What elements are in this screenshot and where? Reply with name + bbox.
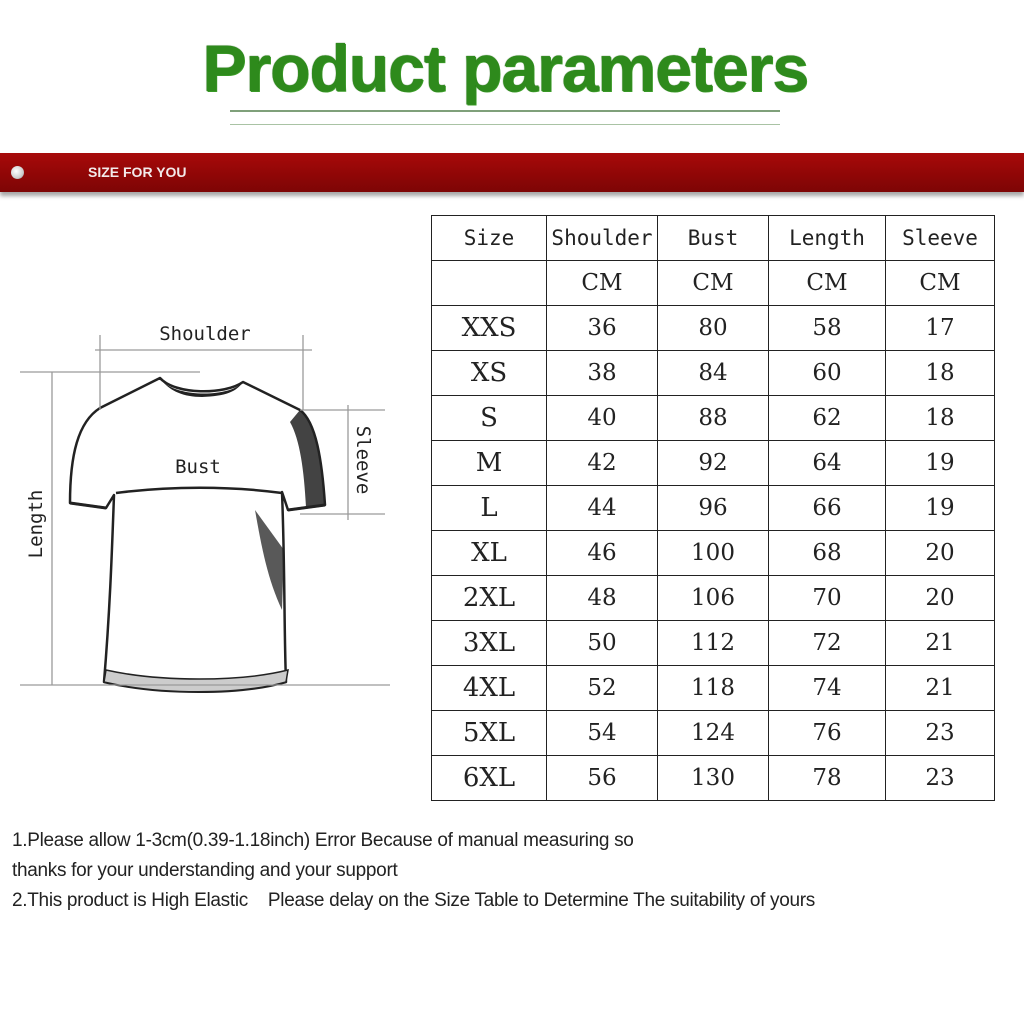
bust-cell: 80 (658, 306, 769, 351)
sleeve-cell: 21 (886, 666, 995, 711)
bullet-icon (11, 166, 24, 179)
note-line: 2.This product is High Elastic Please delay on the Size Table to Determine The suitability of yours (12, 890, 816, 911)
table-row (432, 621, 995, 666)
size-table (431, 215, 995, 801)
table-row (432, 576, 995, 621)
bust-cell: 112 (658, 621, 769, 666)
tshirt-measure-diagram (0, 310, 400, 710)
sleeve-cell: 21 (886, 621, 995, 666)
shoulder-cell: 50 (547, 621, 658, 666)
length-cell: 60 (769, 351, 886, 396)
size-cell: L (432, 486, 547, 531)
unit-cell: CM (658, 261, 769, 306)
table-row (432, 666, 995, 711)
shoulder-cell: 56 (547, 756, 658, 801)
length-cell: 70 (769, 576, 886, 621)
shoulder-cell: 52 (547, 666, 658, 711)
shoulder-cell: 48 (547, 576, 658, 621)
title-underline-thin (230, 124, 780, 125)
sleeve-cell: 23 (886, 711, 995, 756)
notes (12, 826, 1012, 916)
size-cell: 5XL (432, 711, 547, 756)
bust-cell: 130 (658, 756, 769, 801)
note-line: 1.Please allow 1-3cm(0.39-1.18inch) Error Because of manual measuring so (12, 830, 634, 851)
shoulder-cell: 54 (547, 711, 658, 756)
size-cell: 6XL (432, 756, 547, 801)
table-header-row (432, 216, 995, 261)
bust-cell: 96 (658, 486, 769, 531)
size-cell: XL (432, 531, 547, 576)
table-row (432, 351, 995, 396)
page-title: Product parameters (202, 31, 808, 105)
banner-label: SIZE FOR YOU (88, 164, 187, 180)
header-shoulder: Shoulder (547, 216, 658, 261)
size-cell: 4XL (432, 666, 547, 711)
size-cell: S (432, 396, 547, 441)
bust-cell: 88 (658, 396, 769, 441)
sleeve-cell: 20 (886, 531, 995, 576)
size-cell: 2XL (432, 576, 547, 621)
shoulder-cell: 46 (547, 531, 658, 576)
size-cell: XS (432, 351, 547, 396)
header-bust: Bust (658, 216, 769, 261)
sleeve-cell: 18 (886, 396, 995, 441)
shoulder-cell: 42 (547, 441, 658, 486)
table-row (432, 441, 995, 486)
length-label: Length (25, 489, 47, 559)
table-row (432, 306, 995, 351)
unit-cell: CM (886, 261, 995, 306)
sleeve-cell: 20 (886, 576, 995, 621)
length-cell: 68 (769, 531, 886, 576)
bust-cell: 100 (658, 531, 769, 576)
header-length: Length (769, 216, 886, 261)
length-cell: 58 (769, 306, 886, 351)
bust-cell: 118 (658, 666, 769, 711)
size-cell: XXS (432, 306, 547, 351)
title-underline (230, 110, 780, 112)
length-cell: 62 (769, 396, 886, 441)
unit-cell: CM (769, 261, 886, 306)
unit-cell (432, 261, 547, 306)
bust-cell: 124 (658, 711, 769, 756)
length-cell: 74 (769, 666, 886, 711)
table-row (432, 711, 995, 756)
unit-cell: CM (547, 261, 658, 306)
table-row (432, 396, 995, 441)
shoulder-cell: 36 (547, 306, 658, 351)
sleeve-cell: 23 (886, 756, 995, 801)
sleeve-label: Sleeve (352, 425, 374, 495)
length-cell: 64 (769, 441, 886, 486)
sleeve-cell: 18 (886, 351, 995, 396)
sleeve-cell: 19 (886, 486, 995, 531)
bust-cell: 106 (658, 576, 769, 621)
sleeve-cell: 17 (886, 306, 995, 351)
length-cell: 72 (769, 621, 886, 666)
note-line: thanks for your understanding and your support (12, 860, 398, 881)
shoulder-label: Shoulder (159, 323, 251, 345)
sleeve-cell: 19 (886, 441, 995, 486)
bust-cell: 92 (658, 441, 769, 486)
header-size: Size (432, 216, 547, 261)
shoulder-cell: 38 (547, 351, 658, 396)
tshirt-icon (70, 378, 325, 692)
bust-cell: 84 (658, 351, 769, 396)
bust-label: Bust (175, 456, 221, 478)
length-cell: 66 (769, 486, 886, 531)
length-cell: 78 (769, 756, 886, 801)
header-sleeve: Sleeve (886, 216, 995, 261)
shoulder-cell: 44 (547, 486, 658, 531)
table-row (432, 486, 995, 531)
size-cell: 3XL (432, 621, 547, 666)
length-cell: 76 (769, 711, 886, 756)
table-row (432, 531, 995, 576)
table-unit-row (432, 261, 995, 306)
size-cell: M (432, 441, 547, 486)
size-banner (0, 153, 1024, 192)
shoulder-cell: 40 (547, 396, 658, 441)
table-row (432, 756, 995, 801)
